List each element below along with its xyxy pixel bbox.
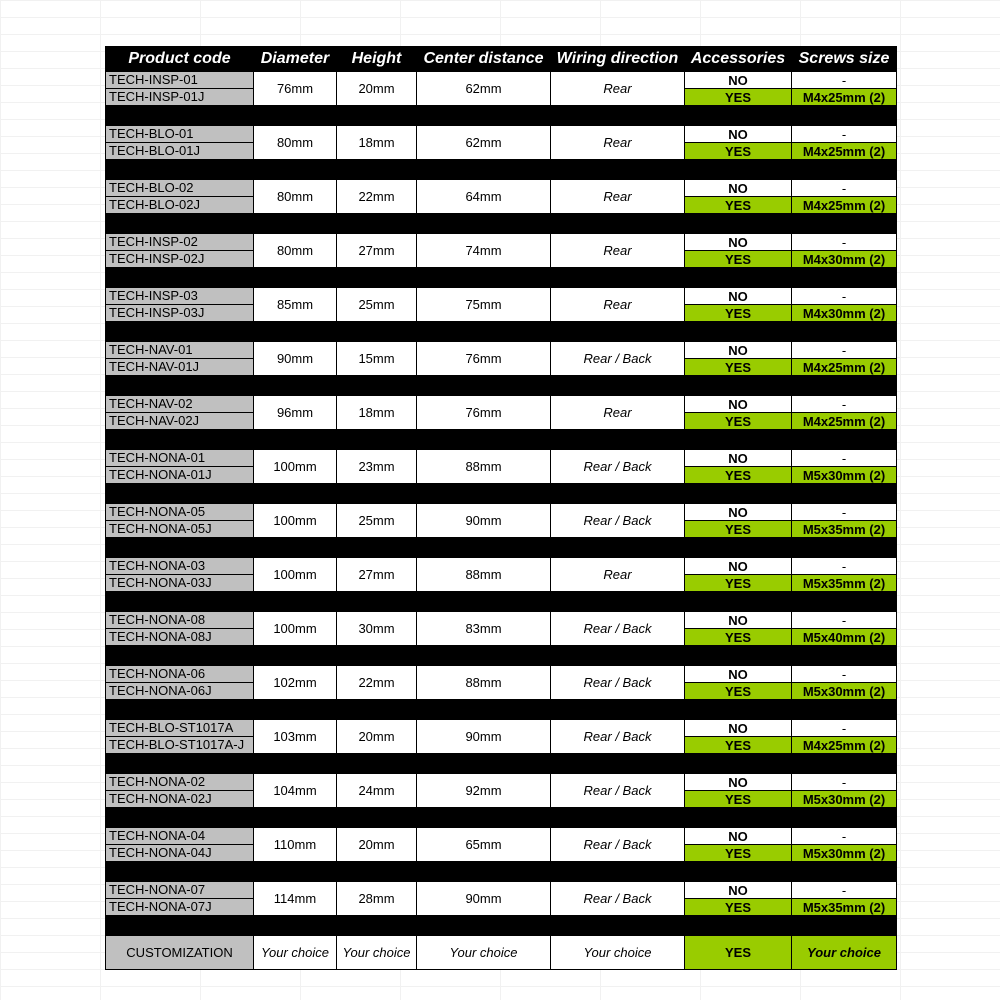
wiring-direction-cell: Rear / Back bbox=[551, 882, 685, 916]
height-cell: 18mm bbox=[337, 396, 417, 430]
diameter-cell: 104mm bbox=[254, 774, 337, 808]
center-distance-cell: 88mm bbox=[417, 666, 551, 700]
accessories-yes-cell: YES bbox=[685, 467, 792, 484]
accessories-no-cell: NO bbox=[685, 342, 792, 359]
accessories-no-cell: NO bbox=[685, 720, 792, 737]
diameter-cell: 96mm bbox=[254, 396, 337, 430]
accessories-yes-cell: YES bbox=[685, 575, 792, 592]
separator-bar bbox=[106, 592, 897, 612]
center-distance-cell: 90mm bbox=[417, 504, 551, 538]
center-distance-cell: 88mm bbox=[417, 450, 551, 484]
center-distance-cell: 74mm bbox=[417, 234, 551, 268]
height-cell: 27mm bbox=[337, 558, 417, 592]
wiring-direction-cell: Rear bbox=[551, 234, 685, 268]
wiring-direction-cell: Rear bbox=[551, 126, 685, 160]
separator-bar bbox=[106, 808, 897, 828]
separator-bar bbox=[106, 376, 897, 396]
separator-bar bbox=[106, 646, 897, 666]
product-code-j: TECH-NONA-04J bbox=[106, 845, 254, 862]
diameter-cell: 80mm bbox=[254, 234, 337, 268]
separator-bar bbox=[106, 754, 897, 774]
wiring-direction-cell: Rear bbox=[551, 396, 685, 430]
product-code-j: TECH-BLO-01J bbox=[106, 143, 254, 160]
separator-row bbox=[106, 700, 897, 720]
wiring-direction-cell: Rear bbox=[551, 288, 685, 322]
center-distance-cell: 76mm bbox=[417, 396, 551, 430]
product-code-j: TECH-INSP-01J bbox=[106, 89, 254, 106]
product-code-j: TECH-INSP-02J bbox=[106, 251, 254, 268]
accessories-yes-cell: YES bbox=[685, 359, 792, 376]
separator-bar bbox=[106, 430, 897, 450]
accessories-no-cell: NO bbox=[685, 828, 792, 845]
diameter-cell: 100mm bbox=[254, 558, 337, 592]
screws-size-cell: M5x35mm (2) bbox=[792, 521, 897, 538]
accessories-yes-cell: YES bbox=[685, 683, 792, 700]
screws-size-cell: M4x25mm (2) bbox=[792, 737, 897, 754]
center-distance-cell: 88mm bbox=[417, 558, 551, 592]
center-distance-cell: 64mm bbox=[417, 180, 551, 214]
diameter-cell: 100mm bbox=[254, 504, 337, 538]
product-code: TECH-NONA-04 bbox=[106, 828, 254, 845]
height-cell: 25mm bbox=[337, 288, 417, 322]
height-cell: 24mm bbox=[337, 774, 417, 808]
header-accessories: Accessories bbox=[685, 47, 792, 72]
screws-size-cell: M5x35mm (2) bbox=[792, 575, 897, 592]
table-row bbox=[106, 774, 897, 791]
table-row bbox=[106, 504, 897, 521]
separator-row bbox=[106, 484, 897, 504]
header-height: Height bbox=[337, 47, 417, 72]
screws-size-cell: M4x25mm (2) bbox=[792, 359, 897, 376]
screws-none-cell: - bbox=[792, 504, 897, 521]
header-product-code: Product code bbox=[106, 47, 254, 72]
separator-row bbox=[106, 862, 897, 882]
screws-none-cell: - bbox=[792, 720, 897, 737]
accessories-no-cell: NO bbox=[685, 450, 792, 467]
diameter-cell: 110mm bbox=[254, 828, 337, 862]
screws-none-cell: - bbox=[792, 612, 897, 629]
separator-bar bbox=[106, 322, 897, 342]
accessories-no-cell: NO bbox=[685, 504, 792, 521]
separator-row bbox=[106, 268, 897, 288]
table-row bbox=[106, 612, 897, 629]
product-code: TECH-BLO-ST1017A bbox=[106, 720, 254, 737]
wiring-direction-cell: Rear / Back bbox=[551, 450, 685, 484]
diameter-cell: 80mm bbox=[254, 180, 337, 214]
screws-size-cell: M5x30mm (2) bbox=[792, 791, 897, 808]
accessories-no-cell: NO bbox=[685, 126, 792, 143]
product-code-j: TECH-NONA-02J bbox=[106, 791, 254, 808]
product-code: TECH-NONA-07 bbox=[106, 882, 254, 899]
wiring-direction-cell: Rear / Back bbox=[551, 774, 685, 808]
separator-row bbox=[106, 214, 897, 234]
screws-size-cell: M5x35mm (2) bbox=[792, 899, 897, 916]
customization-label: CUSTOMIZATION bbox=[106, 936, 254, 970]
product-code: TECH-NONA-08 bbox=[106, 612, 254, 629]
screws-size-cell: M5x30mm (2) bbox=[792, 467, 897, 484]
height-cell: 20mm bbox=[337, 72, 417, 106]
table-row bbox=[106, 828, 897, 845]
custom-wiring: Your choice bbox=[551, 936, 685, 970]
separator-row bbox=[106, 808, 897, 828]
product-code-j: TECH-NONA-06J bbox=[106, 683, 254, 700]
screws-none-cell: - bbox=[792, 72, 897, 89]
wiring-direction-cell: Rear / Back bbox=[551, 720, 685, 754]
wiring-direction-cell: Rear / Back bbox=[551, 342, 685, 376]
custom-center-distance: Your choice bbox=[417, 936, 551, 970]
screws-size-cell: M4x25mm (2) bbox=[792, 413, 897, 430]
height-cell: 20mm bbox=[337, 828, 417, 862]
center-distance-cell: 90mm bbox=[417, 720, 551, 754]
screws-size-cell: M4x25mm (2) bbox=[792, 89, 897, 106]
separator-row bbox=[106, 376, 897, 396]
product-code: TECH-NAV-02 bbox=[106, 396, 254, 413]
product-code: TECH-NONA-05 bbox=[106, 504, 254, 521]
screws-none-cell: - bbox=[792, 828, 897, 845]
accessories-yes-cell: YES bbox=[685, 89, 792, 106]
product-code-j: TECH-NONA-07J bbox=[106, 899, 254, 916]
center-distance-cell: 90mm bbox=[417, 882, 551, 916]
screws-size-cell: M5x40mm (2) bbox=[792, 629, 897, 646]
accessories-no-cell: NO bbox=[685, 234, 792, 251]
header-wiring-direction: Wiring direction bbox=[551, 47, 685, 72]
separator-row bbox=[106, 916, 897, 936]
accessories-no-cell: NO bbox=[685, 558, 792, 575]
product-code: TECH-BLO-02 bbox=[106, 180, 254, 197]
product-code-j: TECH-NAV-02J bbox=[106, 413, 254, 430]
accessories-yes-cell: YES bbox=[685, 737, 792, 754]
product-code-j: TECH-INSP-03J bbox=[106, 305, 254, 322]
diameter-cell: 90mm bbox=[254, 342, 337, 376]
custom-screws: Your choice bbox=[792, 936, 897, 970]
header-diameter: Diameter bbox=[254, 47, 337, 72]
diameter-cell: 102mm bbox=[254, 666, 337, 700]
custom-diameter: Your choice bbox=[254, 936, 337, 970]
separator-bar bbox=[106, 484, 897, 504]
height-cell: 30mm bbox=[337, 612, 417, 646]
table-row bbox=[106, 180, 897, 197]
table-row bbox=[106, 234, 897, 251]
table-row bbox=[106, 126, 897, 143]
separator-row bbox=[106, 160, 897, 180]
screws-size-cell: M5x30mm (2) bbox=[792, 845, 897, 862]
accessories-no-cell: NO bbox=[685, 180, 792, 197]
accessories-yes-cell: YES bbox=[685, 143, 792, 160]
table-row bbox=[106, 396, 897, 413]
header-row bbox=[106, 47, 897, 72]
screws-none-cell: - bbox=[792, 288, 897, 305]
accessories-yes-cell: YES bbox=[685, 899, 792, 916]
screws-size-cell: M4x25mm (2) bbox=[792, 197, 897, 214]
center-distance-cell: 92mm bbox=[417, 774, 551, 808]
diameter-cell: 80mm bbox=[254, 126, 337, 160]
diameter-cell: 100mm bbox=[254, 612, 337, 646]
separator-row bbox=[106, 538, 897, 558]
center-distance-cell: 62mm bbox=[417, 126, 551, 160]
wiring-direction-cell: Rear / Back bbox=[551, 666, 685, 700]
accessories-no-cell: NO bbox=[685, 612, 792, 629]
table-row bbox=[106, 72, 897, 89]
separator-bar bbox=[106, 106, 897, 126]
height-cell: 28mm bbox=[337, 882, 417, 916]
wiring-direction-cell: Rear / Back bbox=[551, 504, 685, 538]
accessories-yes-cell: YES bbox=[685, 791, 792, 808]
center-distance-cell: 75mm bbox=[417, 288, 551, 322]
height-cell: 20mm bbox=[337, 720, 417, 754]
accessories-yes-cell: YES bbox=[685, 845, 792, 862]
accessories-no-cell: NO bbox=[685, 288, 792, 305]
header-screws-size: Screws size bbox=[792, 47, 897, 72]
wiring-direction-cell: Rear / Back bbox=[551, 612, 685, 646]
accessories-no-cell: NO bbox=[685, 666, 792, 683]
accessories-no-cell: NO bbox=[685, 774, 792, 791]
product-code: TECH-INSP-03 bbox=[106, 288, 254, 305]
separator-bar bbox=[106, 214, 897, 234]
table-row bbox=[106, 882, 897, 899]
center-distance-cell: 76mm bbox=[417, 342, 551, 376]
separator-bar bbox=[106, 916, 897, 936]
product-code: TECH-INSP-01 bbox=[106, 72, 254, 89]
screws-none-cell: - bbox=[792, 180, 897, 197]
table-row bbox=[106, 342, 897, 359]
accessories-yes-cell: YES bbox=[685, 521, 792, 538]
product-code-j: TECH-BLO-ST1017A-J bbox=[106, 737, 254, 754]
accessories-yes-cell: YES bbox=[685, 413, 792, 430]
table-row bbox=[106, 720, 897, 737]
screws-none-cell: - bbox=[792, 342, 897, 359]
custom-accessories: YES bbox=[685, 936, 792, 970]
product-code: TECH-NONA-01 bbox=[106, 450, 254, 467]
product-code-j: TECH-NAV-01J bbox=[106, 359, 254, 376]
wiring-direction-cell: Rear bbox=[551, 180, 685, 214]
product-spec-table bbox=[105, 46, 897, 970]
height-cell: 27mm bbox=[337, 234, 417, 268]
height-cell: 22mm bbox=[337, 666, 417, 700]
screws-none-cell: - bbox=[792, 450, 897, 467]
wiring-direction-cell: Rear bbox=[551, 72, 685, 106]
product-code: TECH-NONA-03 bbox=[106, 558, 254, 575]
separator-bar bbox=[106, 700, 897, 720]
separator-bar bbox=[106, 268, 897, 288]
diameter-cell: 114mm bbox=[254, 882, 337, 916]
product-code-j: TECH-NONA-08J bbox=[106, 629, 254, 646]
screws-size-cell: M4x25mm (2) bbox=[792, 143, 897, 160]
height-cell: 25mm bbox=[337, 504, 417, 538]
product-code: TECH-NONA-06 bbox=[106, 666, 254, 683]
product-code-j: TECH-NONA-03J bbox=[106, 575, 254, 592]
screws-size-cell: M4x30mm (2) bbox=[792, 251, 897, 268]
product-code-j: TECH-NONA-01J bbox=[106, 467, 254, 484]
accessories-no-cell: NO bbox=[685, 396, 792, 413]
height-cell: 22mm bbox=[337, 180, 417, 214]
height-cell: 18mm bbox=[337, 126, 417, 160]
table-row bbox=[106, 450, 897, 467]
custom-height: Your choice bbox=[337, 936, 417, 970]
screws-none-cell: - bbox=[792, 126, 897, 143]
separator-bar bbox=[106, 862, 897, 882]
diameter-cell: 103mm bbox=[254, 720, 337, 754]
accessories-no-cell: NO bbox=[685, 882, 792, 899]
product-code: TECH-INSP-02 bbox=[106, 234, 254, 251]
separator-bar bbox=[106, 160, 897, 180]
separator-row bbox=[106, 592, 897, 612]
center-distance-cell: 65mm bbox=[417, 828, 551, 862]
screws-none-cell: - bbox=[792, 234, 897, 251]
center-distance-cell: 83mm bbox=[417, 612, 551, 646]
accessories-yes-cell: YES bbox=[685, 197, 792, 214]
product-code: TECH-NAV-01 bbox=[106, 342, 254, 359]
product-code: TECH-BLO-01 bbox=[106, 126, 254, 143]
separator-row bbox=[106, 754, 897, 774]
separator-row bbox=[106, 106, 897, 126]
wiring-direction-cell: Rear bbox=[551, 558, 685, 592]
product-rows bbox=[106, 72, 897, 970]
customization-row bbox=[106, 936, 897, 970]
product-code-j: TECH-NONA-05J bbox=[106, 521, 254, 538]
screws-none-cell: - bbox=[792, 396, 897, 413]
product-code: TECH-NONA-02 bbox=[106, 774, 254, 791]
table-row bbox=[106, 558, 897, 575]
diameter-cell: 85mm bbox=[254, 288, 337, 322]
screws-none-cell: - bbox=[792, 558, 897, 575]
separator-row bbox=[106, 646, 897, 666]
center-distance-cell: 62mm bbox=[417, 72, 551, 106]
diameter-cell: 76mm bbox=[254, 72, 337, 106]
wiring-direction-cell: Rear / Back bbox=[551, 828, 685, 862]
accessories-yes-cell: YES bbox=[685, 629, 792, 646]
screws-none-cell: - bbox=[792, 774, 897, 791]
table-row bbox=[106, 666, 897, 683]
separator-bar bbox=[106, 538, 897, 558]
header-center-distance: Center distance bbox=[417, 47, 551, 72]
screws-none-cell: - bbox=[792, 882, 897, 899]
accessories-no-cell: NO bbox=[685, 72, 792, 89]
screws-size-cell: M4x30mm (2) bbox=[792, 305, 897, 322]
height-cell: 23mm bbox=[337, 450, 417, 484]
table-row bbox=[106, 288, 897, 305]
screws-none-cell: - bbox=[792, 666, 897, 683]
accessories-yes-cell: YES bbox=[685, 305, 792, 322]
height-cell: 15mm bbox=[337, 342, 417, 376]
accessories-yes-cell: YES bbox=[685, 251, 792, 268]
separator-row bbox=[106, 430, 897, 450]
separator-row bbox=[106, 322, 897, 342]
product-code-j: TECH-BLO-02J bbox=[106, 197, 254, 214]
screws-size-cell: M5x30mm (2) bbox=[792, 683, 897, 700]
diameter-cell: 100mm bbox=[254, 450, 337, 484]
